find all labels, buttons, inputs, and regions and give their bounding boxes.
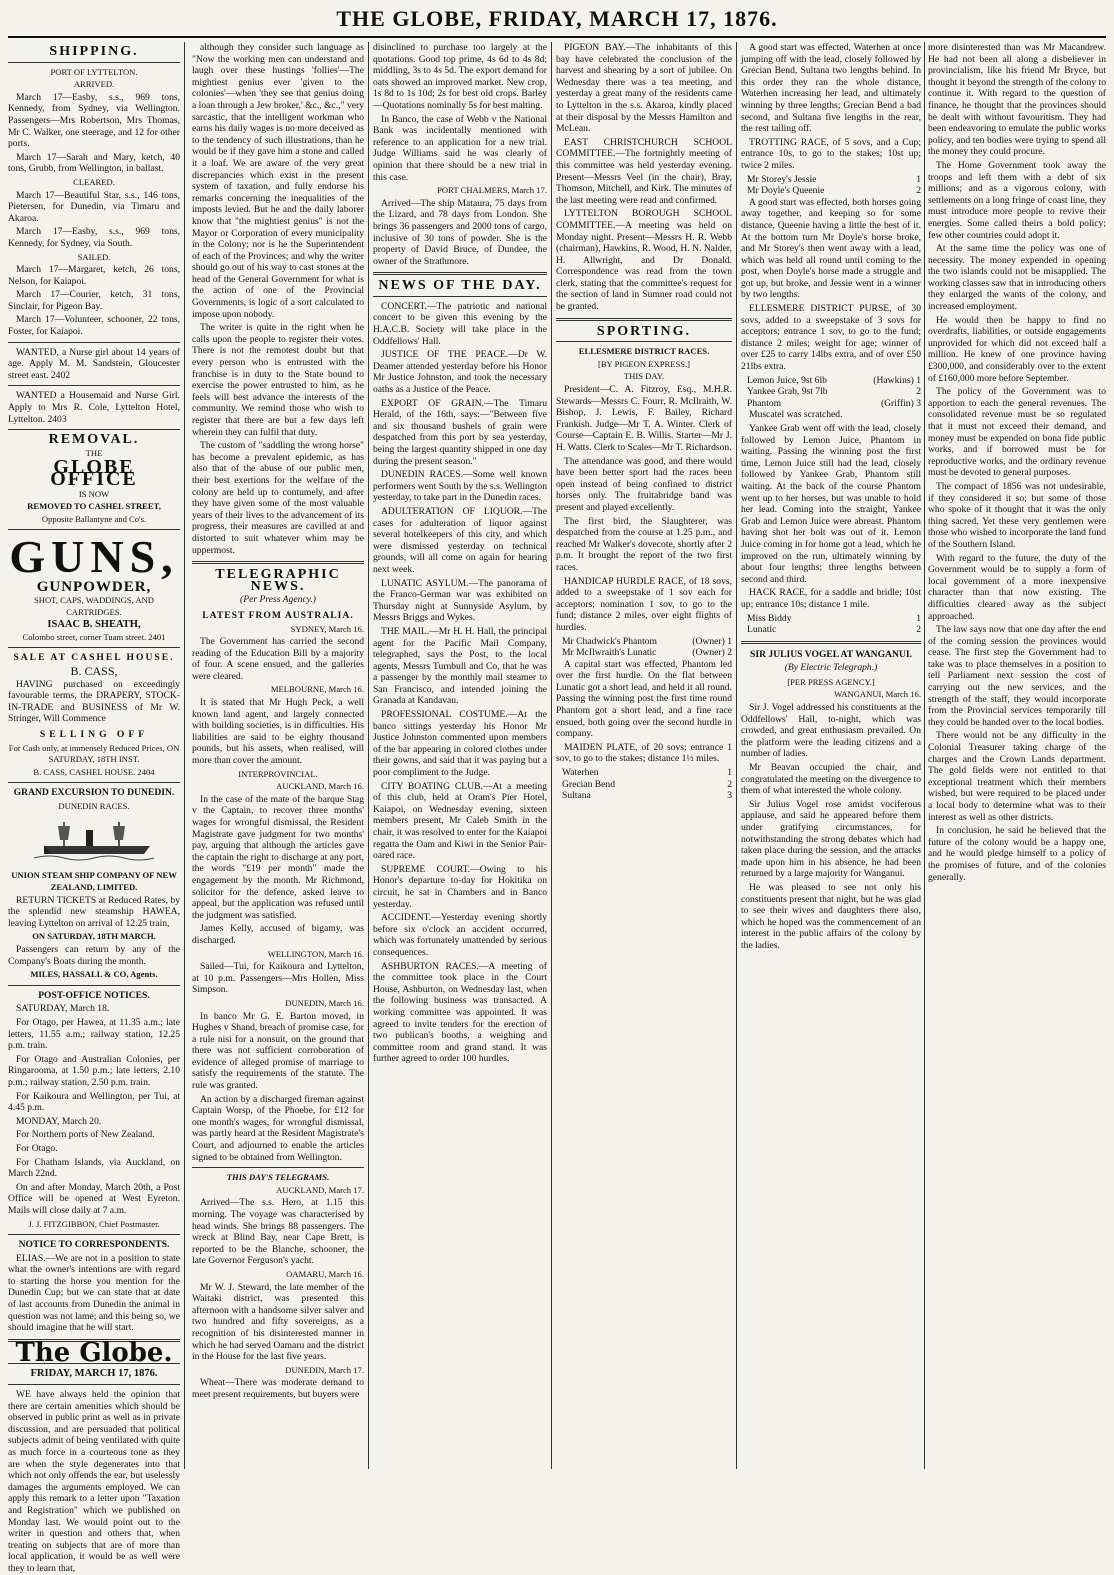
gunpowder-heading: GUNPOWDER, (36, 579, 152, 596)
this-day-label: THIS DAY. (623, 371, 665, 382)
district-purse-conditions: ELLESMERE DISTRICT PURSE, of 30 sovs, added to a sweepstake of 3 sovs for acceptors; entrance 1 sov, to go to the fund; distance 2 miles; weight for age; winner of over £25 to carry 14lbs extra, and of over £50 21lbs extra. (741, 303, 921, 373)
court-report: In Banco, the case of Webb v the National Bank was incidentally mentioned with reference to an application for a new trial. Judge Williams said he was clearly of opinion that there should be a new trial in this case. (373, 113, 547, 183)
speech-report: With regard to the future, the duty of the Government would be to supply a form of local government of a more inexpensive character than that now existing. The difficulties cleared away as the subject approached. (928, 552, 1106, 622)
news-item: JUSTICE OF THE PEACE.—Dr W. Deamer attended yesterday before his Honor Mr Justice Johnston, and took the necessary oaths as a Justice of the Peace. (373, 349, 547, 396)
horse-name: Phantom (747, 397, 782, 409)
sailed-label: SAILED. (77, 251, 111, 262)
placing: 1 (916, 612, 921, 624)
removal-heading: REMOVAL. (48, 432, 140, 448)
guns-address: Colombo street, corner Tuam street. 2401 (22, 631, 166, 642)
masthead-rule (8, 36, 1106, 38)
placing: 2 (916, 386, 921, 398)
leader-continued: although they consider such language as "Now the working men can understand and laugh over these hustings 'follies'—The mightiest genius ever 'given to the colonies'—when 'they see that genius doing a loan through a Jew broker,' &c., &c.," very sarcastic, that the intelligent workman who earns his daily wages is no more deceived as to the tendency of such illustrations, than he would be if they gave him a stone and called it a loaf. We are aware of the very great discrepancies which exist in the present system of taxation, and fully endorse his remarks concerning the inequalities of the imposts levied. But he and the daily laborer know that "the mightiest genius" is not the Mayor or Corporation of every municipality in the Colony; nor is he the Superintendent of each of the Provinces; and why the writer should go out of his way to cast stones at the head of the General Government for what is the action of one of the Provincial Governments, is logic of a sort calculated to impose upon nobody. (192, 42, 364, 320)
horse-name: Mr Doyle's Queenie (747, 185, 825, 197)
hack-race-conditions: HACK RACE, for a saddle and bridle; 10st up; entrance 10s; distance 1 mile. (741, 587, 921, 610)
news-item: ADULTERATION OF LIQUOR.—The cases for adulteration of liquor against several hotelkeepers of this city, and which were dismissed yesterday on technical grounds, will all come on again for hearing next week. (373, 505, 547, 575)
rider: (Owner) (692, 635, 725, 647)
speech-report: He was pleased to see not only his constituents present that night, but he was glad to see their wives and daughters there also, which he hoped was the commencement of an interest in the public affairs of the colony by the ladies. (741, 881, 921, 951)
interprovincial-heading: INTERPROVINCIAL. (238, 768, 318, 779)
news-item: PIGEON BAY.—The inhabitants of this bay have celebrated the conclusion of the harvest and shearing by a sort of jubilee. On Wednesday there was a tea meeting, and yesterday a great many of the residents came to Lyttelton in the s.s. Akaroa, kindly placed at their disposal by the Messrs Hamilton and McLean. (556, 42, 732, 135)
horse-name: Miss Biddy (747, 612, 792, 624)
race-result-row (741, 375, 921, 387)
press-agency-note: [PER PRESS AGENCY.] (787, 676, 875, 687)
placing: 1 (916, 374, 921, 386)
dateline: MELBOURNE, March 16. (270, 684, 364, 695)
speech-report: Sir Julius Vogel rose amidst vociferous applause, and said he appeared before them under gratifying circumstances, for notwithstanding the strong debates which had taken place during the session, and the attacks made upon him in his absence, he had been returned by a large majority for Wanganui. (741, 798, 921, 880)
dateline: OAMARU, March 16. (286, 1268, 364, 1279)
cleared-entry: March 17—Beautiful Star, s.s., 146 tons, Pietersen, for Dunedin, via Timaru and Akaroa. (8, 189, 180, 224)
news-item: DUNEDIN RACES.—Some well known performers went South by the s.s. Wellington yesterday, to take part in the Dunedin races. (373, 469, 547, 504)
speech-report: more disinterested than was Mr Macandrew. He had not been all along a disbeliever in provincialism, like his friend Mr Bryce, but thought it beyond the strength of the colony to continue it. With regard to the question of finance, he thought that the provinces should be dealt with without favouritism. They had been endeavoring to emulate the public works policy, and ten bodies were trying to spend all the money they could procure. (928, 42, 1106, 158)
race-result-row (741, 624, 921, 636)
horse-name: Lunatic (747, 624, 777, 636)
vogel-heading: SIR JULIUS VOGEL AT WANGANUI. (750, 648, 912, 660)
telegram-text: James Kelly, accused of bigamy, was discharged. (192, 923, 364, 946)
arrived-label: ARRIVED. (73, 79, 115, 90)
news-item: CITY BOATING CLUB.—At a meeting of this club, held at Oram's Pier Hotel, Kaiapoi, on Wednesday evening, sixteen members present, Mr Caleb Smith in the chair, it was resolved to enter for the Kaiapoi regatta the Oam and Kiwi in the Senior Pair-oared race. (373, 780, 547, 862)
telegram-text: Wheat—There was moderate demand to meet present requirements, but buyers were (192, 1377, 364, 1400)
arrival-entry: March 17—Easby, s.s., 969 tons, Kennedy, from Sydney, via Wellington. Passengers—Mrs Robertson, Mrs Thomas, Mr C. Walker, one steerage, and 12 for other ports. (8, 91, 180, 150)
guns-heading: GUNS, (9, 531, 179, 583)
dateline: AUCKLAND, March 16. (276, 781, 364, 792)
cleared-entry: March 17—Easby, s.s., 969 tons, Kennedy, for Sydney, via South. (8, 226, 180, 249)
post-item: On and after Monday, March 20th, a Post Office will be opened at West Eyreton. Mails will close daily at 7 a.m. (8, 1181, 180, 1216)
speech-report: Mr Beavan occupied the chair, and congratulated the meeting on the divergence to them of what interested the whole colony. (741, 762, 921, 797)
post-item: SATURDAY, March 18. (16, 1003, 110, 1015)
speech-report: At the same time the policy was one of necessity. The money expended in opening the two islands could not be misapplied. The working classes saw that in introducing others they enlarged the wants of the colony, and increased employment. (928, 243, 1106, 313)
news-item: THE MAIL.—Mr H. H. Hall, the principal agent for the Pacific Mail Company, telegraphed, says the Post, to the local agents, Messrs Turnbull and Co, that he was a passenger by the monthly mail steamer to San Francisco, and intended joining the Granada at Kandavau. (373, 625, 547, 707)
excursion-heading: GRAND EXCURSION TO DUNEDIN. (13, 787, 175, 799)
press-agency-note: (Per Press Agency.) (240, 594, 316, 606)
horse-name: Mr Chadwick's Phantom (562, 635, 657, 647)
removal-is-now: IS NOW (78, 488, 110, 499)
post-item: For Otago and Australian Colonies, per Ringarooma, at 1.50 p.m.; late letters, 2.10 p.m.; railway station, 2.50 p.m. train. (8, 1053, 180, 1088)
post-item: For Otago, per Hawea, at 11.35 a.m.; late letters, 11.55 a.m.; railway station, 12.25 p.m. train. (8, 1017, 180, 1052)
news-item: LUNATIC ASYLUM.—The panorama of the Franco-German war was exhibited on Thursday night at Sunnyside Asylum, by Messrs Briggs and Wykes. (373, 577, 547, 624)
speech-report: There would not be any difficulty in the Colonial Treasurer taking charge of the charges and the Crown Lands department. The gold fields were not entitled to that exceptional treatment which their members wished, but were required to be placed under a local body to determine what was to their interest as well as other districts. (928, 730, 1106, 823)
placing: 1 (916, 173, 921, 185)
post-item: For Northern ports of New Zealand. (16, 1129, 155, 1141)
race-result-row (556, 767, 732, 779)
column-2 (192, 42, 364, 1469)
district-purse-report: Yankee Grab went off with the lead, closely followed by Lemon Juice, Phantom in waiting. Passing the winning post the first time, Lemon Juice still had the lead, closely followed by Yankee Grab, Phantom still waiting. At the back of the course Phantom went up to her horses, but was unable to hold her lead. Coming into the straight, Yankee Grab and Lemon Juice were abreast. Phantom having shot her bolt was out of it. Lemon Juice coming in for home got a lead, which he improved on the run, ultimately winning by about four lengths; three lengths between second and third. (741, 423, 921, 585)
rider: (Griffin) (880, 397, 914, 409)
placing: 3 (727, 790, 732, 802)
hurdle-race-conditions: HANDICAP HURDLE RACE, of 18 sovs, added to a sweepstake of 1 sov each for acceptors; nomination 1 sov, to go to the fund; distance 2 miles, over eight flights of hurdles. (556, 575, 732, 633)
horse-name: Yankee Grab, 9st 7lb (747, 386, 828, 398)
arrival-entry: March 17—Sarah and Mary, ketch, 40 tons, Grubb, from Wellington, in ballast. (8, 151, 180, 175)
dateline: WELLINGTON, March 16. (267, 948, 364, 959)
horse-name: Sultana (562, 790, 591, 802)
telegram-text: An action by a discharged fireman against Captain Worsp, of the Phoebe, for £12 for one month's wages, for wrongful dismissal, was partly heard at the Resident Magistrate's Court, and adjourned to enable the articles signed to be obtained from Wellington. (192, 1093, 364, 1163)
pigeon-report: The first bird, the Slaughterer, was despatched from the course at 1.25 p.m., and reached Mr Walker's dovecote, shortly after 2 p.m. It brought the report of the two first races. (556, 515, 732, 573)
placing: 1 (727, 767, 732, 779)
trotting-race-report: A good start was effected, both horses going away together, and keeping so for some distance, Queenie having a little the best of it. At the bottom turn Mr Doyle's horse broke, and Mr Storey's then went away with a lead, which was held all round until coming to the post, when Doyle's horse made a struggle and got up, but broke, and Jessie went in a winner by two lengths. (741, 196, 921, 301)
race-officials: President—C. A. Fitzroy, Esq., M.H.R. Stewards—Messrs C. Fourr, R. McIlraith, W. Bishop, J. Lewis, F. Bailey, Richard Frankish. Judge—Mr T. A. Winter. Clerk of Course—Captain E. B. Willis. Starter—Mr J. H. Watts. Clerk to Scales—Mr T. Richardson. (556, 384, 732, 453)
post-item: MONDAY, March 20. (16, 1115, 102, 1127)
todays-telegrams-heading: THIS DAY'S TELEGRAMS. (226, 1172, 330, 1183)
speech-report: The Home Government took away the troops and left them with a debt of six millions; and as a vigorous colony, with settlements on a long fringe of coast line, they must introduce more people to revive their energies. Some called theirs a bold policy; few other countries could adopt it. (928, 159, 1106, 241)
guns-vendor: ISAAC B. SHEATH, (47, 619, 141, 631)
excursion-date: ON SATURDAY, 18TH MARCH. (32, 931, 156, 942)
news-item: EAST CHRISTCHURCH SCHOOL COMMITTEE.—The fortnightly meeting of this committee was held yesterday evening. Present—Messrs Veel (in the chair), Bray, Thomson, Mitchell, and Kirk. The minutes of the last meeting were read and confirmed. (556, 136, 732, 206)
masthead: THE GLOBE, FRIDAY, MARCH 17, 1876. (336, 6, 778, 31)
pigeon-express-note: [BY PIGEON EXPRESS.] (597, 358, 691, 369)
news-item: ACCIDENT.—Yesterday evening shortly before six o'clock an accident occurred, which was fortunately unattended by serious consequences. (373, 912, 547, 958)
placing: 2 (916, 624, 921, 636)
column-4 (556, 42, 732, 1469)
column-1 (8, 42, 180, 1574)
maiden-plate-report: A good start was effected, Waterhen at once jumping off with the lead, closely followed by Grecian Bend, Sultana two lengths behind. In this order they ran the whole distance, Waterhen increasing her lead, and ultimately winning by three lengths; Grecian Bend a bad second, and Sultana five lengths in the rear, the rest tailing off. (741, 42, 921, 135)
sale-body: HAVING purchased on exceedingly favourable terms, the DRAPERY, STOCK-IN-TRADE and BUSINESS of Mr W. Stringer, Will Commence (8, 678, 180, 725)
column-rule (184, 42, 185, 1469)
scratching-note: Muscatel was scratched. (749, 409, 843, 421)
sale-terms: For Cash only, at immensely Reduced Prices, ON SATURDAY, 18TH INST. (8, 742, 180, 765)
excursion-company: UNION STEAM SHIP COMPANY OF NEW ZEALAND, LIMITED. (11, 870, 177, 893)
telegram-text: In banco Mr G. E. Barton moved, in Hughes v Shand, breach of promise case, for a rule nisi for a nonsuit, on the ground that there was not sufficient corroboration of evidence of alleged promise of marriage to satisfy the requirements of the statute. The rule was granted. (192, 1010, 364, 1092)
column-rule (736, 42, 737, 1469)
trotting-race-conditions: TROTTING RACE, of 5 sovs, and a Cup; entrance 10s, to go to the stakes; 10st up; twice 2 miles. (741, 136, 921, 171)
post-item: For Kaikoura and Wellington, per Tui, at 4.45 p.m. (8, 1090, 180, 1114)
telegram-text: The Government has carried the second reading of the Education Bill by a majority of four. A scene ensued, and the galleries were cleared. (192, 636, 364, 682)
excursion-note: Passengers can return by any of the Company's Boats during the month. (8, 944, 180, 967)
race-result-row (556, 779, 732, 791)
issue-date: FRIDAY, MARCH 17, 1876. (30, 1368, 158, 1380)
speech-report: The law says now that one day after the end of the coming session the provinces would cease. The first step the Government had to take was to place themselves in a position to tell Parliament next session the cost of carrying out the new services, and the strength of the staff, they would incorporate from the Provincial services temporarily till they could be handed over to the local bodies. (928, 624, 1106, 728)
race-result-row (741, 613, 921, 625)
post-item: For Chatham Islands, via Auckland, on March 22nd. (8, 1156, 180, 1180)
horse-name: Lemon Juice, 9st 6lb (747, 374, 827, 386)
column-rule (368, 42, 369, 1469)
horse-name: Mr McIlwraith's Lunatic (562, 647, 657, 659)
wanted-ad: WANTED, a Nurse girl about 14 years of age. Apply M. M. Sandstein, Gloucester street east. 2402 (8, 346, 180, 381)
telegram-text: Arrived—The s.s. Hero, at 1.15 this morning. The voyage was characterised by head winds. She brings 88 passengers. The wreck at Blind Bay, near Cape Brett, is reported to be the Blanche, schooner, the late Governor Ferguson's yacht. (192, 1197, 364, 1267)
column-6 (928, 42, 1106, 1469)
correspondents-heading: NOTICE TO CORRESPONDENTS. (18, 1239, 170, 1251)
race-attendance: The attendance was good, and there would have been better sport had the races been open instead of being confined to district horses only. The fruitabridge band was present and played excellently. (556, 455, 732, 513)
news-item: EXPORT OF GRAIN.—The Timaru Herald, of the 16th, says:—"Between five and six thousand bushels of grain were despatched from this port by sea yesterday, being the largest quantity shipped in one day during the present season." (373, 397, 547, 467)
post-item: For Otago. (16, 1142, 58, 1154)
sale-signature: B. CASS, CASHEL HOUSE. 2404 (33, 766, 155, 777)
shipping-heading: SHIPPING. (49, 44, 139, 59)
removal-opposite: Opposite Ballantyne and Co's. (41, 513, 147, 524)
dateline: PORT CHALMERS, March 17. (437, 185, 547, 196)
placing: 2 (727, 778, 732, 790)
correspondents-body: ELIAS.—We are not in a position to state what the owner's intentions are with regard to starting the horse you mention for the Dunedin Cup; but we can state that at date of last accounts from Dunedin the animal in question was not lame; and this being so, we should imagine that he will start. (8, 1252, 180, 1334)
race-result-row (556, 647, 732, 659)
placing: 2 (727, 647, 732, 659)
news-item: LYTTELTON BOROUGH SCHOOL COMMITTEE.—A meeting was held on Monday night. Present—Messrs H. R. Webb (chairman), Hawkins, R. Wood, H. N. Nalder, H. Allwright, and Dr Donald. Correspondence was read from the town clerk, stating that the committee's request for the section of land in Sumner road could not be granted. (556, 208, 732, 313)
telegram-text: It is stated that Mr Hugh Peck, a well known land agent, and largely connected with building societies, is in difficulties. His liabilities are said to be eighty thousand pounds, but his assets, when realised, will more than cover the amount. (192, 697, 364, 767)
excursion-body: RETURN TICKETS at Reduced Rates, by the splendid new steamship HAWEA, leaving Lyttelton on arrival of 12.25 train, (8, 894, 180, 929)
sailed-entry: March 17—Courier, ketch, 31 tons, Sinclair, for Pigeon Bay. (8, 289, 180, 312)
telegram-text: In the case of the mate of the barque Stag v the Captain, to recover three months' wages for wrongful dismissal, the Resident Magistrate gave judgment for two months' pay, arguing that although the articles gave the captain the right to discharge at any port, the words "£19 per month" made the engagement by the month. Mr Richmond, solicitor for the defence, asked leave to appeal, but the application was refused until the judgment was satisfied. (192, 793, 364, 921)
sporting-heading: SPORTING. (596, 323, 692, 339)
port-heading: PORT OF LYTTELTON. (50, 66, 138, 77)
dateline: DUNEDIN, March 17. (285, 1364, 364, 1375)
horse-name: Grecian Bend (562, 778, 616, 790)
placing: 2 (916, 185, 921, 197)
column-rule (924, 42, 925, 1469)
race-result-row (556, 790, 732, 802)
dateline: DUNEDIN, March 16. (285, 997, 364, 1008)
horse-name: Mr Storey's Jessie (747, 173, 817, 185)
dateline: SYDNEY, March 16. (290, 623, 364, 634)
telegraphic-heading: TELEGRAPHIC NEWS. (215, 567, 341, 594)
telegram-text: Sailed—Tui, for Kaikoura and Lyttelton, at 10 p.m. Passengers—Mrs Hollen, Miss Simpson. (192, 961, 364, 996)
sailed-entry: March 17—Margaret, ketch, 26 tons, Nelson, for Kaiapoi. (8, 264, 180, 287)
horse-name: Waterhen (562, 767, 599, 779)
rider: (Owner) (692, 647, 725, 659)
leader-article: WE have always held the opinion that there are certain amenities which should be observed in public print as well as in private discussion, and are persuaded that political subjects admit of being ventilated with quite as much force in a courteous tone as they are when the style degenerates into that which not only offends the ear, but uselessly damages the arguments employed. We can apply this remark to a letter upon "Taxation and Registration" which we published on Monday last. We would point out to the writer in question and others that, when treating on subjects that are of more than local application, it would be as well were they to learn that, (8, 1389, 180, 1574)
post-signature: J. J. FITZGIBBON, Chief Postmaster. (28, 1218, 160, 1229)
leader-continued: The writer is quite in the right when he calls upon the people to register their votes. There is not the remotest doubt but that every person who is entrusted with the franchise is in duty to the State bound to exercise the power entrusted to him, as he feels will best advance the interests of the community. We remind those who wish to register that there are but a few days left wherein they can fulfil that duty. (192, 322, 364, 438)
post-heading: POST-OFFICE NOTICES. (38, 989, 150, 1001)
rider: (Hawkins) (873, 374, 914, 386)
leader-continued: The custom of "saddling the wrong horse" has become a prevalent epidemic, as has also that of the abuse of our public men, their best exertions for the welfare of the colony are held up to contumely, and after they have given some of the most valuable years of their lives to the advancement of its progress, their measures are cavilled at and distorted to suit whatever whim may be uppermost. (192, 440, 364, 556)
dateline: AUCKLAND, March 17. (276, 1184, 364, 1195)
market-report: disinclined to purchase too largely at the quotations. Good top prime, 4s 6d to 4s 8d; middling, 3s to 4s 5d. The export demand for oats showed an improved market. New crop, 1s 8d to 1s 10d; 2s for best old crops. Barley—Quotations nominally 5s for best malting. (373, 42, 547, 111)
race-result-row (741, 185, 921, 197)
electric-telegraph-note: (By Electric Telegraph.) (784, 662, 878, 674)
placing: 1 (727, 635, 732, 647)
column-3 (373, 42, 547, 1469)
telegram-text: Mr W. J. Steward, the late member of the Waitaki district, was presented this afternoon with a handsome silver salver and two hundred and fifty sovereigns, as a recognition of his disinterested manner in which he had served Oamaru and the district in the House for the last five years. (192, 1281, 364, 1363)
race-result-row (741, 398, 921, 410)
the-globe-title: The Globe. (15, 1337, 173, 1368)
globe-office-title: GLOBE OFFICE (50, 456, 138, 490)
steamship-icon (34, 818, 154, 864)
race-result-row (741, 174, 921, 186)
speech-report: The compact of 1856 was not undesirable, if they considered it so; but some of those who spoke of it thought that it was the only thing sacred. Yet these very gentlemen were those who wished to incorporate the land fund of the Southern Island. (928, 480, 1106, 550)
speech-report: Sir J. Vogel addressed his constituents at the Oddfellows' Hall, to-night, which was crowded, and great enthusiasm prevailed. On the platform were the leading citizens and a number of ladies. (741, 702, 921, 760)
column-5 (741, 42, 921, 1469)
wanted-ad: WANTED a Housemaid and Nurse Girl. Apply to Mrs R. Cole, Lyttelton Hotel, Lyttelton. 2403 (8, 390, 180, 425)
hurdle-race-report: A capital start was effected, Phantom led over the first hurdle. On the flat between Lunatic got a short lead, and held it all round. Passing the winning post the first time round Phantom got a short lead, and a fine race ensued, both going over the second hurdle in company. (556, 658, 732, 740)
speech-report: He would then be happy to find no overdrafts, liabilities, or outside engagements unprovided for which did not exceed half a million. He knew of one province having £300,000, and considerably over to the extent of £160,000 more before September. (928, 314, 1106, 384)
sailed-entry: March 17—Volunteer, schooner, 22 tons, Foster, for Kaiapoi. (8, 314, 180, 338)
news-item: PROFESSIONAL COSTUME.—At the banco sittings yesterday his Honor Mr Justice Johnston commented upon members of the bar appearing in colored clothes under their gowns, and said that it was paying but a poor compliment to the Judge. (373, 709, 547, 779)
news-item: ASHBURTON RACES.—A meeting of the committee took place in the Court House, Ashburton, on Wednesday last, when the following business was transacted. A working committee was appointed. It was agreed to invite tenders for the erection of two publican's booths, a weighing and committee room and grand stand. It was further agreed to order 100 hurdles. (373, 960, 547, 1065)
shipping-telegram: Arrived—The ship Mataura, 75 days from the Lizard, and 78 days from London. She brings 36 passengers and 2000 tons of cargo, inclusive of 30 tons of powder. She is the property of David Bruce, of Dundee, the owner of the Strathmore. (373, 197, 547, 267)
removal-address: REMOVED TO CASHEL STREET, (27, 501, 161, 512)
sale-heading: SALE AT CASHEL HOUSE. (13, 652, 175, 664)
race-result-row (556, 636, 732, 648)
excursion-sub: DUNEDIN RACES. (58, 800, 130, 811)
excursion-agents: MILES, HASSALL & CO, Agents. (30, 969, 158, 980)
placing: 3 (916, 397, 921, 409)
column-rule (551, 42, 552, 1469)
race-result-row (741, 386, 921, 398)
guns-line: SHOT, CAPS, WADDINGS, AND CARTRIDGES. (33, 594, 154, 617)
dateline: WANGANUI, March 16. (834, 689, 921, 700)
news-of-the-day-heading: NEWS OF THE DAY. (378, 278, 542, 294)
news-item: CONCERT.—The patriotic and national concert to be given this evening by the H.A.C.B. Society will take place in the Oddfellows' Hall. (373, 300, 547, 347)
sale-name: B. CASS, (70, 663, 118, 678)
selling-off: SELLING OFF (39, 728, 149, 740)
speech-report: The policy of the Government was to apportion to each the general revenues. The consolidated revenue must be so regulated that it must not exceed their demand, and money must be expended on bona fide public works, and if borrowed must be for reproductive works, and the ordinary revenue must be devoted to general purposes. (928, 386, 1106, 479)
races-heading: ELLESMERE DISTRICT RACES. (578, 346, 710, 357)
removal-the: THE (85, 447, 103, 458)
news-item: SUPREME COURT.—Owing to his Honor's departure to-day for Hokitika on circuit, he sat in Chambers and in Banco yesterday. (373, 863, 547, 910)
australia-heading: LATEST FROM AUSTRALIA. (202, 609, 354, 621)
speech-report: In conclusion, he said he believed that the future of the colony would be a happy one, and he would pledge himself to a policy of the promises of future, and of the colonies generally. (928, 825, 1106, 883)
maiden-plate-conditions: MAIDEN PLATE, of 20 sovs; entrance 1 sov, to go to the stakes; distance 1½ miles. (556, 741, 732, 765)
cleared-label: CLEARED. (73, 176, 115, 187)
